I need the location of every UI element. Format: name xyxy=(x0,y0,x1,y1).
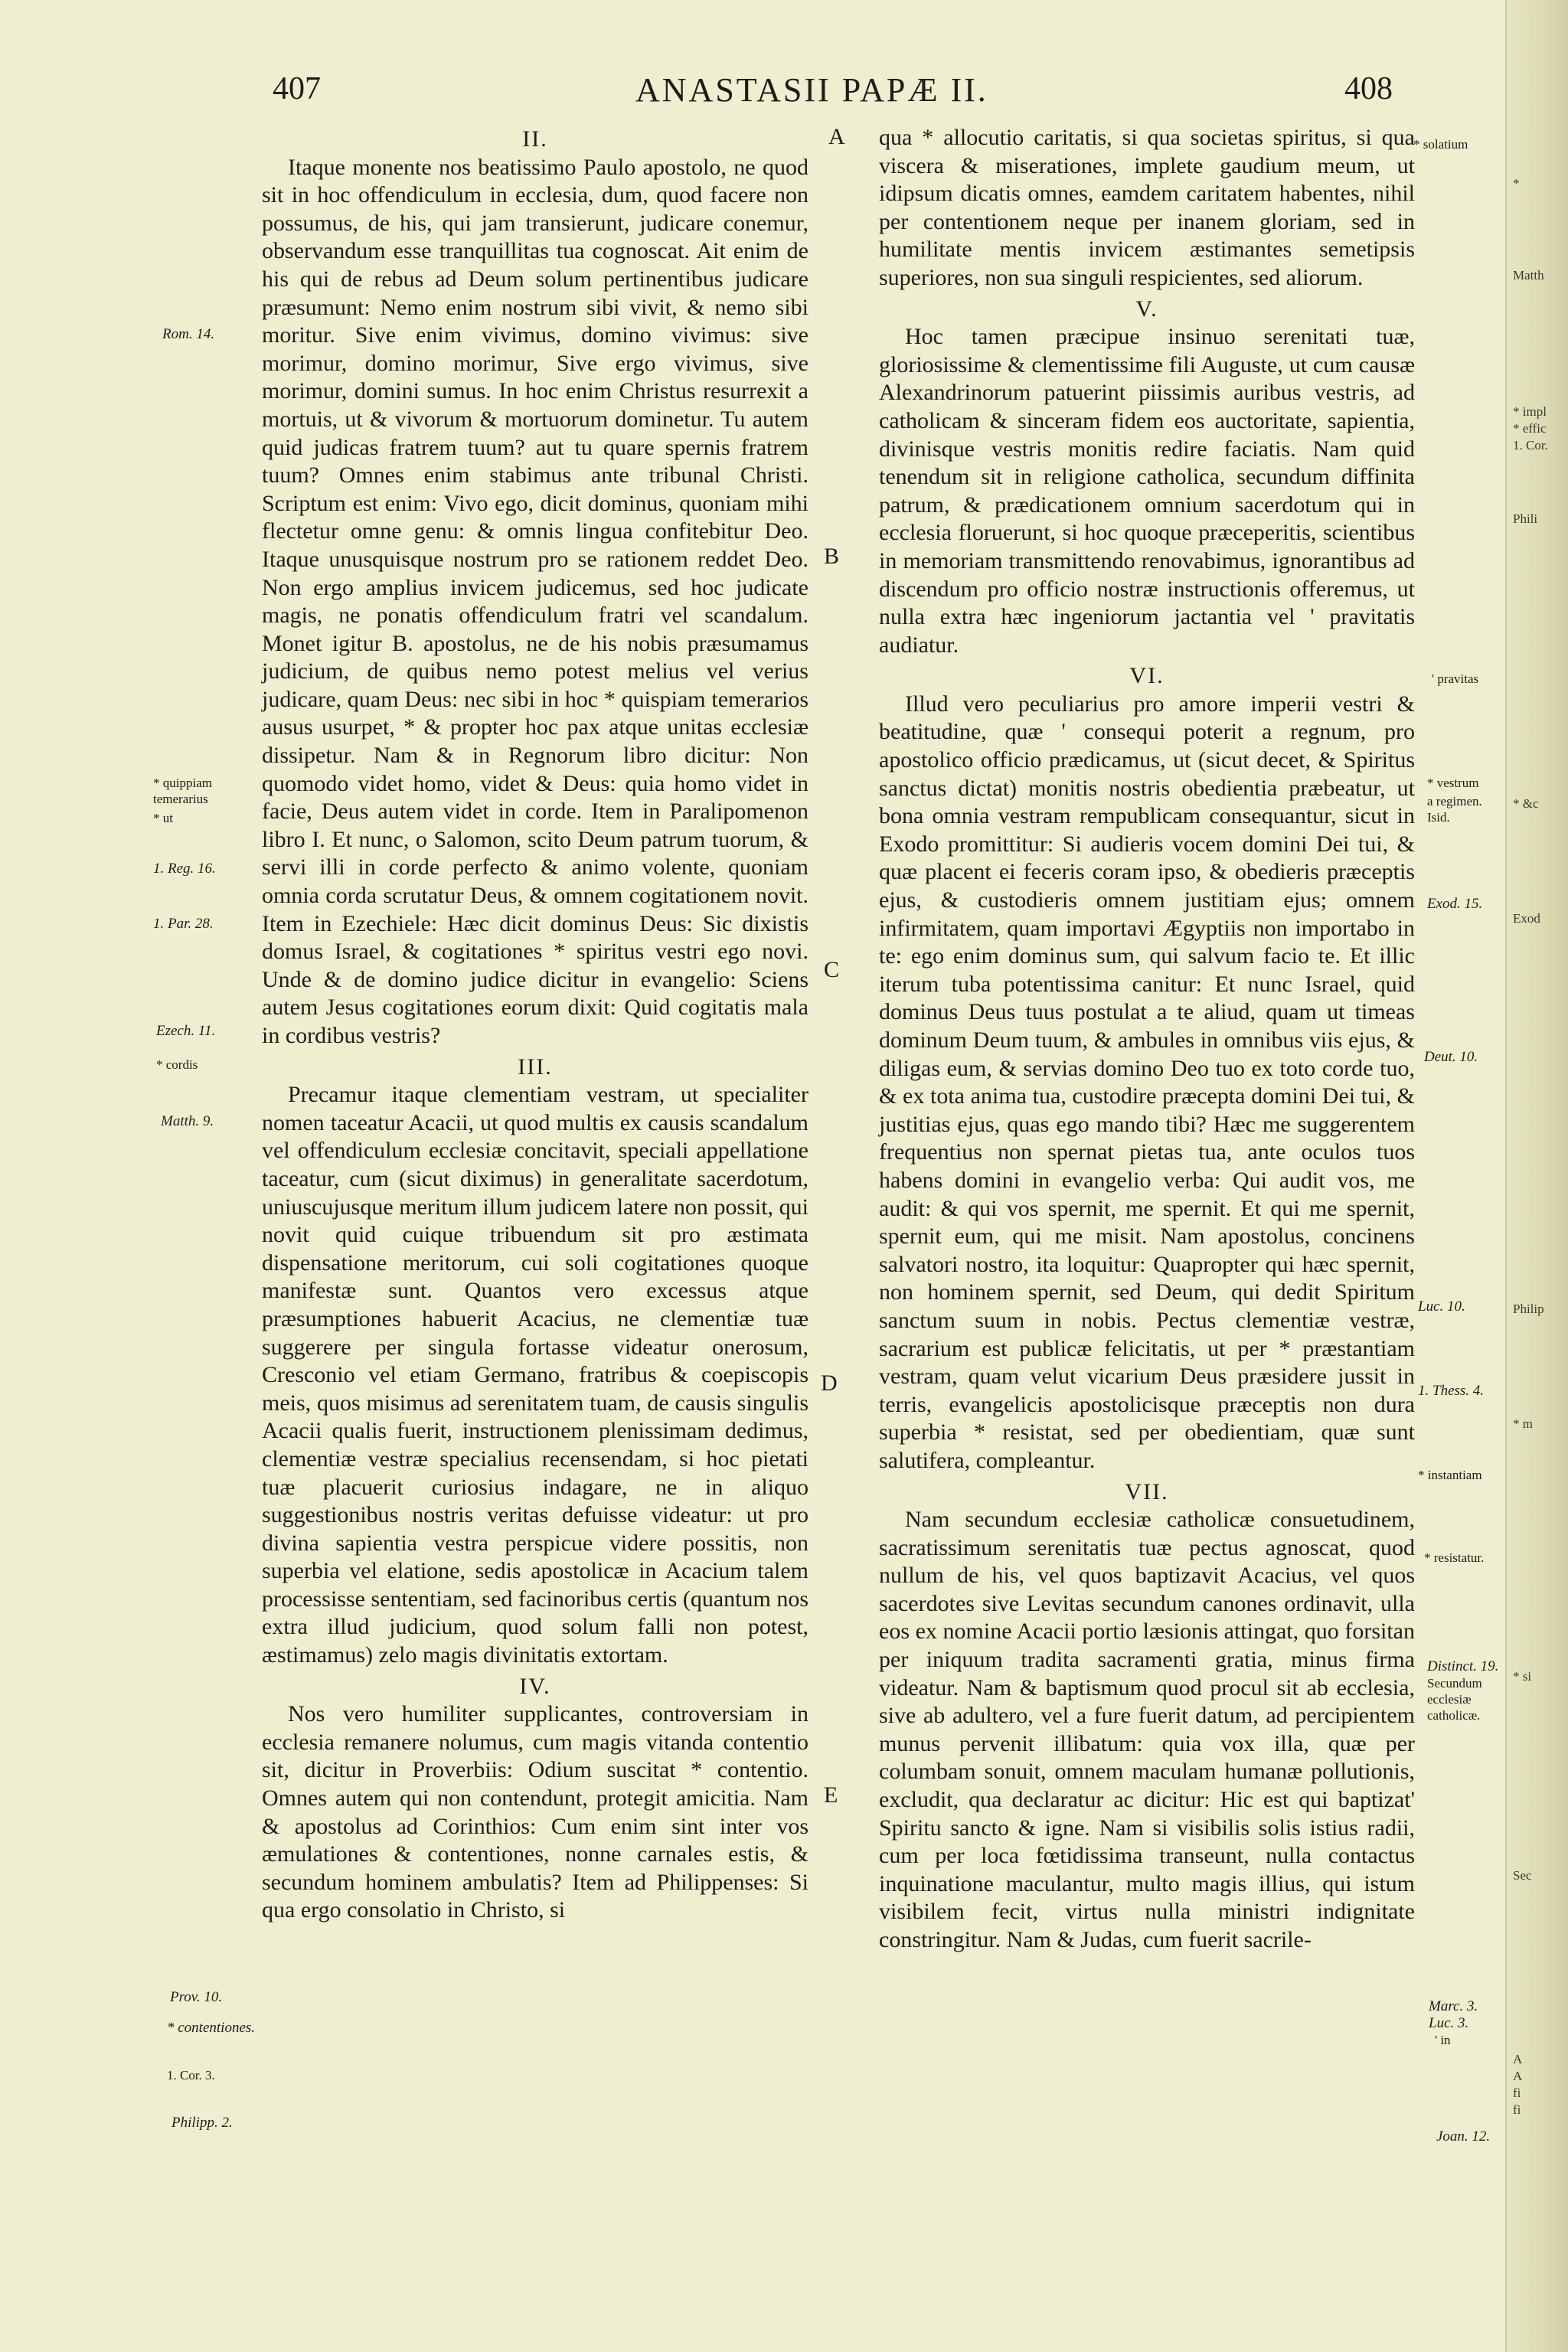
left-page-number: 407 xyxy=(273,71,321,106)
margin-note: Matth. 9. xyxy=(161,1113,214,1129)
margin-note: Ezech. 11. xyxy=(156,1023,216,1039)
section-heading: VI. xyxy=(1129,663,1165,689)
margin-note: * quippiam temerarius xyxy=(153,776,212,806)
margin-note: Rom. 14. xyxy=(162,326,215,342)
section-heading: IV. xyxy=(519,1673,551,1699)
margin-note: a regimen. Isid. xyxy=(1427,794,1482,825)
edge-fragment: 1. Cor. xyxy=(1513,438,1548,452)
edge-fragment: fi xyxy=(1513,2086,1521,2100)
edge-fragment: Matth xyxy=(1513,268,1544,283)
edge-fragment: A xyxy=(1513,2069,1523,2083)
margin-note: Prov. 10. xyxy=(170,1989,223,2005)
margin-note: ' in xyxy=(1435,2033,1451,2047)
section-heading: V. xyxy=(1135,296,1158,322)
edge-fragment: Sec xyxy=(1513,1868,1532,1883)
edge-fragment: Exod xyxy=(1513,911,1540,926)
section-paragraph: Nos vero humiliter supplicantes, controversiam in ecclesia remanere nolumus, cum magis vitanda contentio sit, dicitur in Proverbiis: Odium suscitat * contentio. Omnes autem qui non contendunt, protegit amicitia. Nam & apostolus ad Corinthios: Cum enim sint inter vos æmulationes & contentiones, nonne carnales estis, & secundum hominem ambulatis? Item ad Philippenses: Si qua ergo consolatio in Christo, si xyxy=(262,1701,808,1923)
edge-fragment: Phili xyxy=(1513,511,1538,526)
right-text-column xyxy=(879,124,1415,1958)
margin-note: * contentiones. xyxy=(167,2020,256,2036)
edge-fragment: Philip xyxy=(1513,1302,1544,1316)
margin-note: Distinct. 19. xyxy=(1427,1658,1499,1674)
section-paragraph: Itaque monente nos beatissimo Paulo apostolo, ne quod sit in hoc offendiculum in ecclesia, dum, quod facere non possumus, de his, qui jam transierunt, judicare conemur, observandum esse tranquillitas tua cognoscat. Ait enim de his qui de rebus ad Deum solum pertinentibus judicare præsumunt: Nemo enim nostrum sibi vivit, & nemo sibi moritur. Sive enim vivimus, domino vivimus: sive morimur, domino morimur, Sive ergo vivimus, sive morimur, domini sumus. In hoc enim Christus resurrexit a mortuis, ut & vivorum & mortuorum dominetur. Tu autem quid judicas fratrem tuum? aut tu quare spernis fratrem tuum? Omnes enim stabimus ante tribunal Christi. Scriptum est enim: Vivo ego, dicit dominus, quoniam mihi flectetur omne genu: & omnis lingua confitebitur Deo. Itaque unusquisque nostrum pro se rationem reddet Deo. Non ergo amplius invicem judicemus, sed hoc judicate magis, ne ponatis offendiculum fratri vel scandalum. Monet igitur B. apostolus, ne de his nobis præsumamus judicium, de quibus nemo potest melius vel verius judicare, quam Deus: nec sibi in hoc * quispiam temerarios ausus usurpet, * & propter hoc pax atque unitas ecclesiæ dissipetur. Nam & in Regnorum libro dicitur: Non quomodo videt homo, videt & Deus: quia homo videt in facie, Deus autem videt in corde. Item in Paralipomenon libro I. Et nunc, o Salomon, scito Deum patrum tuorum, & servi illi in corde perfecto & animo volente, quoniam omnia corda scrutatur Deus, & omnem cogitationem novit. Item in Ezechiele: Hæc dicit dominus Deus: Sic dixistis domus Israel, & cogitationes * spiritus vestri ego novi. Unde & de domino judice dicitur in evangelio: Sciens autem Jesus cogitationes eorum dixit: Quid cogitatis mala in cordibus vestris? xyxy=(262,154,808,1048)
section-heading: II. xyxy=(522,126,548,152)
section-paragraph: Nam secundum ecclesiæ catholicæ consuetudinem, sacratissimum serenitatis tuæ pectus agnoscat, quod nullum de his, vel quos baptizavit Acacius, vel quos sacerdotes sive Levitas secundum canones ordinavit, ulla eos ex nomine Acacii portio læsionis attingat, quo forsitan per iniquum tradita sacramenti gratia, minus firma videatur. Nam & baptismum quod procul sit ab ecclesia, sive ab adultero, vel a fure fuerit datum, ad percipientem munus pervenit illibatum: quia vox illa, quæ per columbam sonuit, omnem maculam humanæ pollutionis, excludit, qua declaratur ac dicitur: Hic est qui baptizat' Spiritu sancto & igne. Nam si visibilis solis istius radii, cum per loca fœtidissima transeunt, nulla contactus inquinatione maculantur, multo magis illius, qui istum visibilem fecit, virtus nulla ministri indignitate constringitur. Nam & Judas, cum fuerit sacrile- xyxy=(879,1507,1415,1952)
margin-note: 1. Cor. 3. xyxy=(167,2068,215,2082)
margin-note: Deut. 10. xyxy=(1424,1049,1478,1065)
margin-note: ' pravitas xyxy=(1432,671,1479,686)
next-page-edge xyxy=(1505,0,1568,2352)
edge-fragment: * effic xyxy=(1513,421,1547,436)
section-heading: III. xyxy=(518,1054,553,1080)
margin-note: * cordis xyxy=(156,1057,198,1072)
margin-note: Secundum ecclesiæ catholicæ. xyxy=(1427,1676,1482,1723)
margin-note: * vestrum xyxy=(1427,776,1479,790)
section-paragraph: Illud vero peculiarius pro amore imperii vestri & beatitudine, quæ ' consequi poterit a regnum, pro apostolico officio prædicamus, ut (sicut decet, & Spiritus sanctus dictat) monitis nostris obedientia præbeatur, ut bona omnia vestram rempublicam consequantur, sicut in Exodo promittitur: Si audieris vocem domini Dei tui, & quæ placent ei feceris coram ipso, & obedieris præceptis ejus, & custodieris omnem justitiam ejus; omnem infirmitatem, quam importavi Ægyptiis non importabo in te: ego enim dominus sum, qui salvum facio te. Et illic iterum tuba potentissima canitur: Et nunc Israel, quid dominus Deus tuus postulat a te aliud, quam ut timeas dominum Deum tuum, & ambules in omnibus viis ejus, & diligas eum, & servias domino Deo tuo ex toto corde tuo, & ex tota anima tua, custodire præcepta domini Dei tui, & justitias ejus, quas ego mando tibi? Hæc me suggerentem frequentius non spernat pietas tua, ante oculos tuos habens domini in evangelio verba: Qui audit vos, me audit: & qui vos spernit, me spernit. Et qui me spernit, spernit eum, qui me misit. Nam apostolus, concinens salvatori nostro, ita loquitur: Quapropter qui hæc spernit, non hominem spernit, sed Deum, qui dedit Spiritum sanctum suum in nobis. Pectus clementiæ vestræ, sacrarium est publicæ felicitatis, ut per * præstantiam vestram, quam velut vicarium Deus præsidere jussit in terris, evangelicis apostolicisque præceptis non dura superbia * resistat, sed per obedientiam, quæ sunt salutifera, compleantur. xyxy=(879,691,1415,1473)
section-paragraph: Hoc tamen præcipue insinuo serenitati tuæ, gloriosissime & clementissime fili Auguste, ut cum causæ Alexandrinorum patuerint piissimis auribus vestris, ad catholicam & sinceram fidem eos auctoritate, sapientia, divinisque vestris monitis redire faciatis. Nam quid tenendum sit in religione catholica, secundum diffinita patrum, & prædicationem omnium sacerdotum qui in ecclesia floruerunt, si hoc quoque præceperitis, scientibus in memoriam transmittendo renovabimus, ignorantibus ad discendum pro officio nostræ instructionis offeremus, ut nulla extra hæc ingeniorum jactantia vel ' pravitatis audiatur. xyxy=(879,324,1415,658)
edge-fragment: A xyxy=(1513,2052,1523,2066)
margin-note: Luc. 10. xyxy=(1418,1298,1465,1315)
margin-note: Joan. 12. xyxy=(1436,2128,1491,2145)
edge-fragment: fi xyxy=(1513,2102,1521,2117)
section-paragraph: Precamur itaque clementiam vestram, ut specialiter nomen taceatur Acacii, ut quod multis ex causis scandalum vel offendiculum ecclesiæ concitavit, speciali appellatione taceatur, cum (sicut diximus) in generalitate sacerdotum, uniuscujusque meritum illum judicem latere non possit, qui novit quid cuique tribuendum sit pro æstimata dispensatione meritorum, cui soli cogitationes quoque manifestæ sunt. Quantos vero excessus atque præsumptiones habuerit Acacius, ne clementiæ tuæ suggerere per singula fortasse videatur onerosum, Cresconio vel etiam Germano, fratribus & coepiscopis meis, quos misimus ad serenitatem tuam, de causis singulis Acacii qualis fuerit, instructionem plenissimam dedimus, clementiæ vestræ specialius recensendam, si hoc pietati tuæ placuerit curiosius indagare, ne in aliquo suggestionibus nostris veritas defuisse videatur: ut pro divina sapientia vestra perspicue videre possitis, non superbia vel elatione, sedis apostolicæ in Acacium talem processisse sententiam, sed facinoribus certis (quantum nos extra illud judicium, quod solum falli non potest, æstimamus) zelo magis divinitatis extortam. xyxy=(262,1082,808,1668)
edge-fragment: * si xyxy=(1513,1669,1532,1684)
column-letter: A xyxy=(828,124,845,149)
margin-note: 1. Reg. 16. xyxy=(153,861,216,877)
edge-fragment: * m xyxy=(1513,1416,1533,1431)
edge-fragment: * xyxy=(1513,176,1520,191)
margin-note: Luc. 3. xyxy=(1429,2015,1469,2031)
margin-note: Exod. 15. xyxy=(1427,896,1483,912)
margin-note: 1. Par. 28. xyxy=(153,916,214,932)
right-page-number: 408 xyxy=(1344,71,1393,106)
column-letter: C xyxy=(824,957,840,982)
margin-note: Marc. 3. xyxy=(1429,1998,1478,2014)
left-text-column xyxy=(262,124,808,1928)
margin-note: * ut xyxy=(153,811,173,825)
column-letter: E xyxy=(824,1782,838,1808)
section-heading: VII. xyxy=(1125,1478,1169,1504)
edge-fragment: * &c xyxy=(1513,796,1539,811)
column-letter: B xyxy=(824,544,840,569)
margin-note: * instantiam xyxy=(1418,1468,1482,1482)
margin-note: 1. Thess. 4. xyxy=(1418,1383,1485,1399)
edge-fragment: * impl xyxy=(1513,404,1547,419)
margin-note: Philipp. 2. xyxy=(172,2115,233,2131)
column-letter: D xyxy=(821,1370,838,1396)
continued-paragraph: qua * allocutio caritatis, si qua societas spiritus, si qua viscera & miserationes, implete gaudium meum, ut idipsum dicatis omnes, eamdem caritatem habentes, nihil per contentionem neque per inanem gloriam, sed in humilitate mentis invicem æstimantes semetipsis superiores, non sua singuli respicientes, sed aliorum. xyxy=(879,125,1415,290)
margin-note: * resistatur. xyxy=(1424,1550,1485,1565)
running-title: ANASTASII PAPÆ II. xyxy=(635,71,988,109)
margin-note: * solatium xyxy=(1413,137,1468,152)
